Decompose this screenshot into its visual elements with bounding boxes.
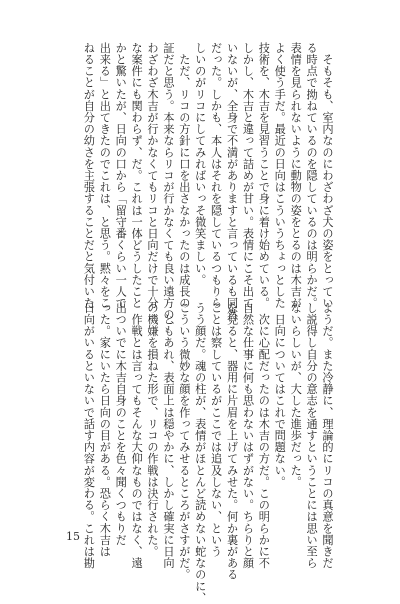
text-line: 技術を、木吉を見習うことで身に着け始めている。	[257, 42, 271, 309]
text-line: こういう微妙な顔を作ってみせるところがさすがだ。	[177, 302, 191, 581]
text-line: ただ、リコの方針に口を出さなかったのは成長の	[177, 42, 191, 309]
text-line: る時点で拗ねているのを隠しているのは明らかだ。	[305, 42, 319, 309]
text-line: 日向がいるといないで話す内容が変わる。これは勘	[82, 302, 96, 569]
text-line: ようだ。また冷静に、理論的にリコの真意を聞きだ	[321, 302, 334, 569]
text-line: 証だと思う。本来ならリコが行かなくても良い遠方の、	[161, 42, 175, 332]
text-line: だった。しかも、本人はそれを隠しているつもりら	[209, 42, 223, 309]
text-line: よく使う手だ。最近の日向はこういうちょっとした	[273, 42, 287, 309]
text-line: かと驚いたが、日向の口から「留守番くらい一人で	[114, 42, 128, 309]
text-line: な案件にも関わらず、だ。これは一体どうしたこと	[130, 42, 144, 309]
text-line: うう顔だ。魂の柱が、表情がほとんど読めない蛇なのに、	[193, 302, 207, 604]
text-line: の機嫌を損ねた形で、リコの作戦は決行された。	[146, 302, 160, 558]
text-line: しいのがリコにしてみればいっそ微笑ましい。	[193, 42, 207, 286]
top-text-block	[70, 42, 335, 332]
page-number: 15	[66, 530, 80, 543]
text-line: 表情を見られないように動物の姿をとるのは木吉が	[289, 42, 303, 309]
text-line: 日向についてはこれで問題ない。	[273, 302, 287, 488]
text-line: 出来る」と出てきたのでこれは、と思う。黙々をこ	[98, 42, 112, 309]
text-line: 作戦とは言ってもそんな大仰なものではなく、遠	[130, 302, 144, 569]
text-line: わざわざ木吉が行かなくてもリコと日向だけで十分	[146, 42, 160, 309]
text-line: ねることが自分の幼さを主張することだと気付いた	[82, 42, 96, 309]
text-line: った。家にいたら日向の目がある。恐らく木吉は	[98, 302, 112, 558]
text-line: そもそも、室内なのにわざわざ犬の姿をとってい	[321, 42, 334, 309]
text-line: ともあれ、表面上は穏やかに、しかし確実に日向	[161, 302, 175, 569]
text-line: ないらしいが、大した進歩だった。	[289, 302, 303, 488]
text-line: しかし、木吉と違って詰めが甘い。表情にこそ出て	[241, 42, 255, 309]
text-line: 出ついでに木吉自身のことを色々聞くつもりだ	[114, 302, 128, 546]
text-line: ことは察しているがここでは追及しない、という	[209, 302, 223, 558]
text-line: し説得し自分の意志を通すということには思い至ら	[305, 302, 319, 569]
bottom-text-block	[82, 302, 335, 604]
text-line: を見ると、器用に片眉を上げてみせた。何か裏がある	[225, 302, 239, 581]
text-line: 自然な仕事に何も思わないはずがない。ちらりと顔	[241, 302, 255, 569]
text-line: いないが、全身で不満がありますと言っているも同然	[225, 42, 239, 321]
text-line: 次に心配だったのは木吉の方だ。この明らかに不	[257, 302, 271, 569]
